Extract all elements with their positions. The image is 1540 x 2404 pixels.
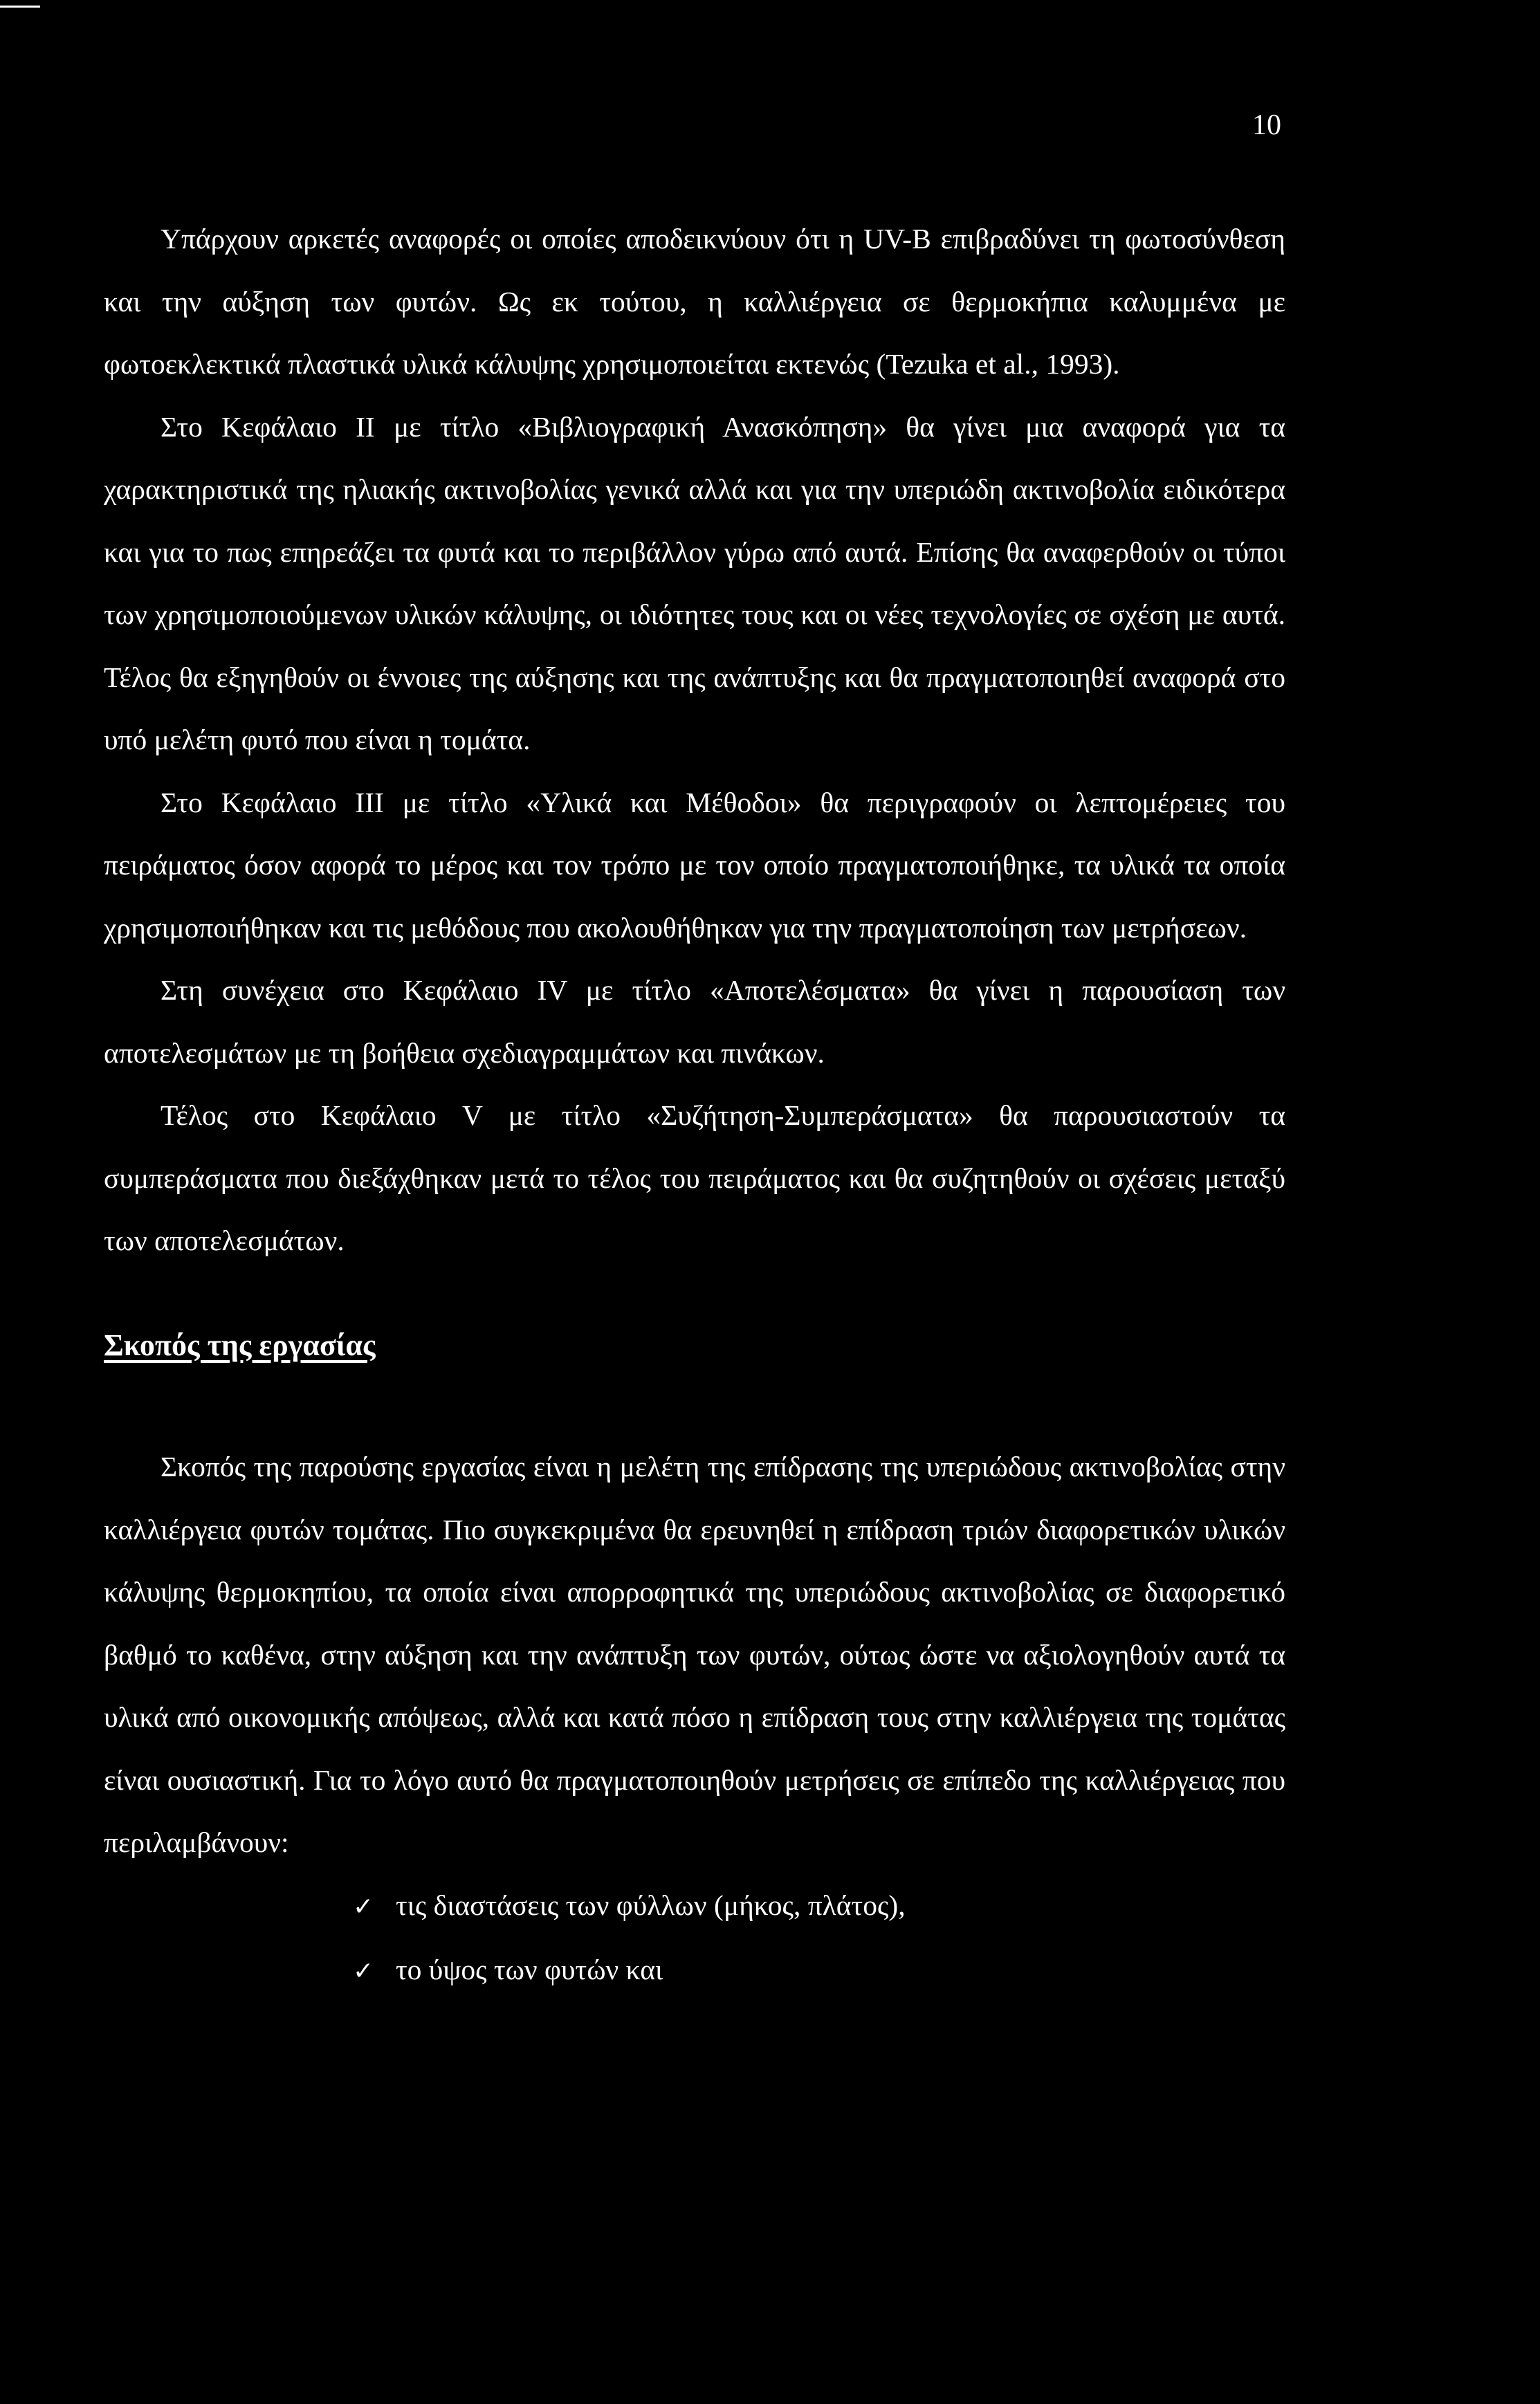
list-item-text: το ύψος των φυτών και xyxy=(396,1954,663,1986)
paragraph-purpose: Σκοπός της παρούσης εργασίας είναι η μελέτη της επίδρασης της υπεριώδους ακτινοβολίας στην καλλιέργεια φυτών τομάτας. Πιο συγκεκριμένα θα ερευνηθεί η επίδραση τριών διαφορετικών υλικών κάλυψης θερμοκηπίου, τα οποία είναι απορροφητικά της υπεριώδους ακτινοβολίας σε διαφορετικό βαθμό το καθένα, στην αύξηση και την ανάπτυξη των φυτών, ούτως ώστε να αξιολογηθούν αυτά τα υλικά από οικονομικής απόψεως, αλλά και κατά πόσο η επίδραση τους στην καλλιέργεια της τομάτας είναι ουσιαστική. Για το λόγο αυτό θα πραγματοποιηθούν μετρήσεις σε επίπεδο της καλλιέργειας που περιλαμβάνουν: xyxy=(104,1451,1285,1859)
paragraph-chapter-3: Στο Κεφάλαιο III με τίτλο «Υλικά και Μέθοδοι» θα περιγραφούν οι λεπτομέρειες του πειράματος όσον αφορά το μέρος και τον τρόπο με τον οποίο πραγματοποιήθηκε, τα υλικά τα οποία χρησιμοποιήθηκαν και τις μεθόδους που ακολουθήθηκαν για την πραγματοποίηση των μετρήσεων. xyxy=(104,786,1285,944)
document-body xyxy=(104,208,1285,2003)
checkmark-icon: ✓ xyxy=(353,1892,374,1921)
checkmark-icon: ✓ xyxy=(353,1957,374,1986)
paragraph-chapter-2: Στο Κεφάλαιο II με τίτλο «Βιβλιογραφική Ανασκόπηση» θα γίνει μια αναφορά για τα χαρακτηριστικά της ηλιακής ακτινοβολίας γενικά αλλά και για την υπεριώδη ακτινοβολία ειδικότερα και για το πως επηρεάζει τα φυτά και το περιβάλλον γύρω από αυτά. Επίσης θα αναφερθούν οι τύποι των χρησιμοποιούμενων υλικών κάλυψης, οι ιδιότητες τους και οι νέες τεχνολογίες σε σχέση με αυτά. Τέλος θα εξηγηθούν οι έννοιες της αύξησης και της ανάπτυξης και θα πραγματοποιηθεί αναφορά στο υπό μελέτη φυτό που είναι η τομάτα. xyxy=(104,410,1285,755)
paragraph-uvb-references: Υπάρχουν αρκετές αναφορές οι οποίες αποδεικνύουν ότι η UV-B επιβραδύνει τη φωτοσύνθεση και την αύξηση των φυτών. Ως εκ τούτου, η καλλιέργεια σε θερμοκήπια καλυμμένα με φωτοεκλεκτικά πλαστικά υλικά κάλυψης χρησιμοποιείται εκτενώς (Tezuka et al., 1993). xyxy=(104,223,1285,380)
measurement-list xyxy=(104,1874,1285,2003)
list-item xyxy=(353,1938,1285,2003)
page-number: 10 xyxy=(1252,109,1281,141)
paragraph-chapter-4: Στη συνέχεια στο Κεφάλαιο IV με τίτλο «Αποτελέσματα» θα γίνει η παρουσίαση των αποτελεσμάτων με τη βοήθεια σχεδιαγραμμάτων και πινάκων. xyxy=(104,974,1285,1069)
list-item xyxy=(353,1874,1285,1939)
paragraph-chapter-5: Τέλος στο Κεφάλαιο V με τίτλο «Συζήτηση-Συμπεράσματα» θα παρουσιαστούν τα συμπεράσματα που διεξάχθηκαν μετά το τέλος του πειράματος και θα συζητηθούν οι σχέσεις μεταξύ των αποτελεσμάτων. xyxy=(104,1099,1285,1256)
top-rule xyxy=(0,6,40,8)
list-item-text: τις διαστάσεις των φύλλων (μήκος, πλάτος), xyxy=(396,1889,906,1921)
section-heading: Σκοπός της εργασίας xyxy=(104,1328,376,1362)
